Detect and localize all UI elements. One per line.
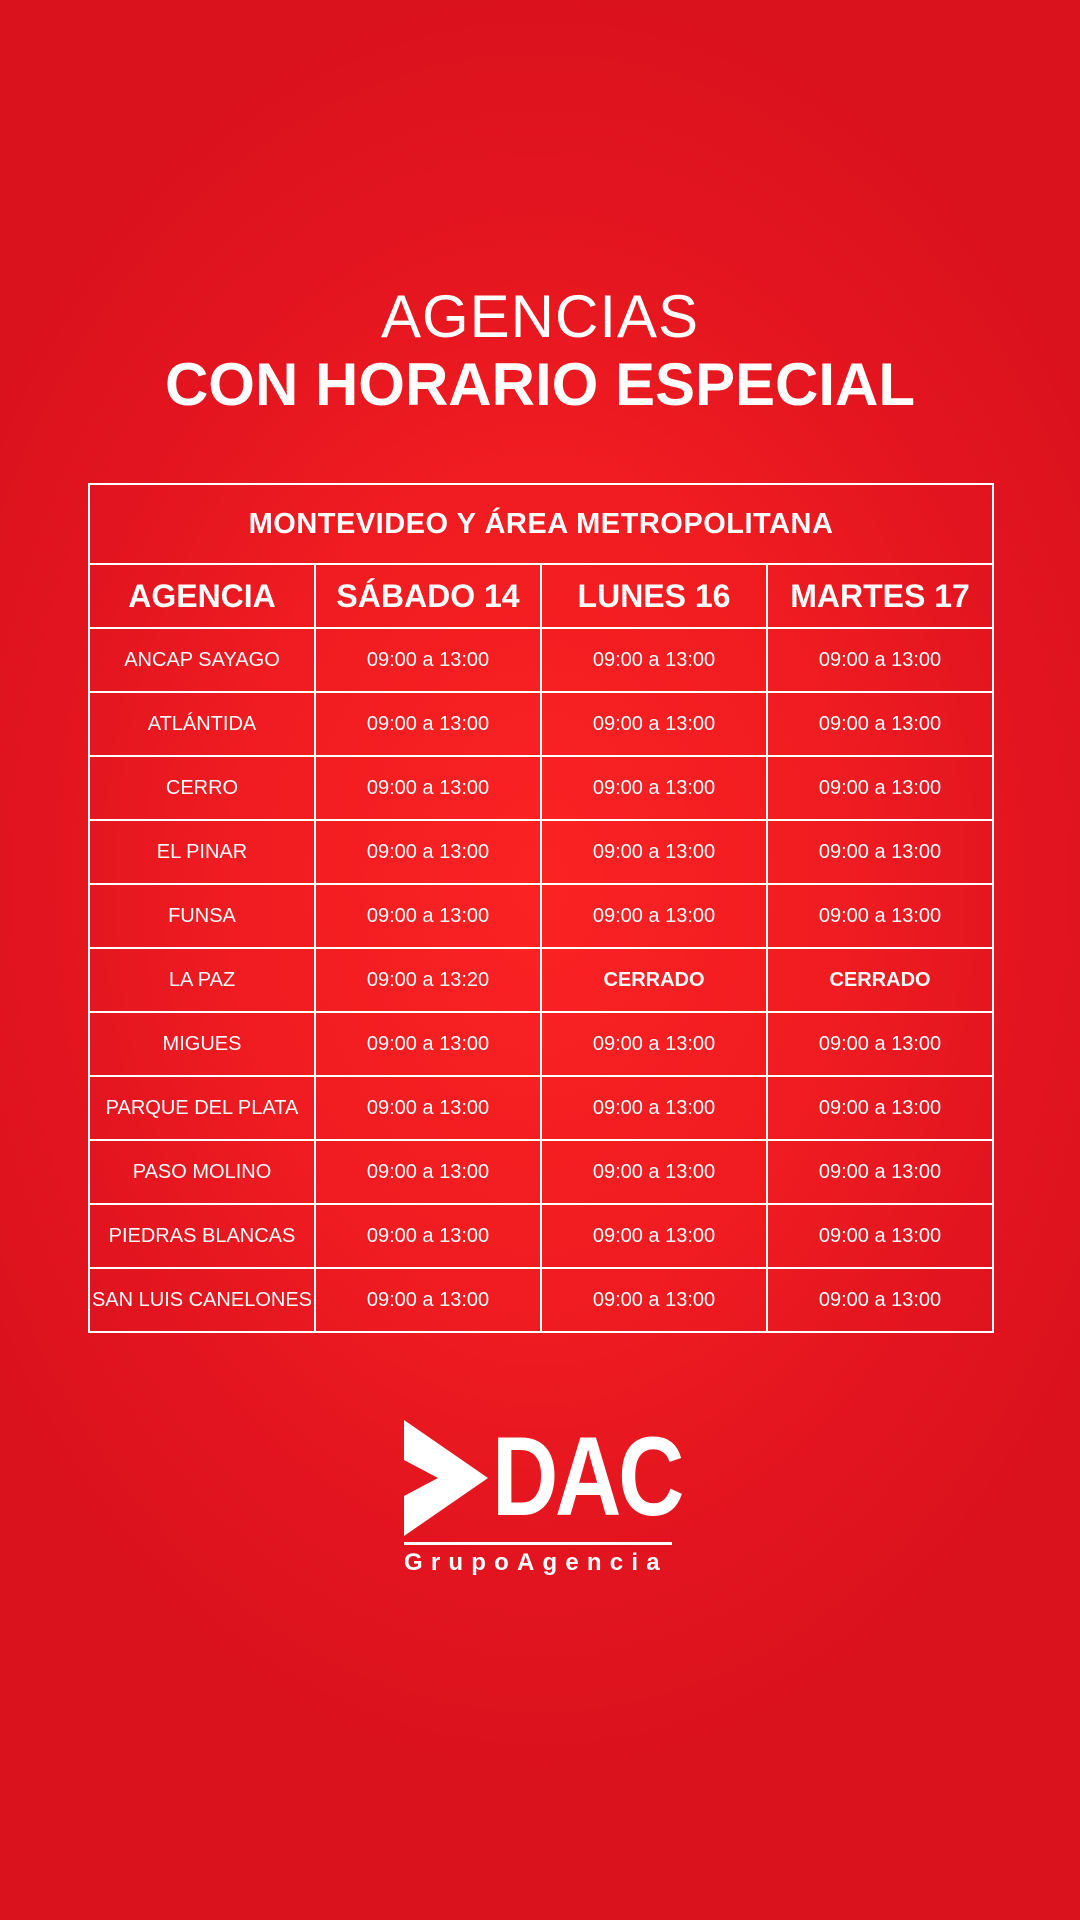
- agency-name: PARQUE DEL PLATA: [89, 1076, 315, 1140]
- agency-name: ATLÁNTIDA: [89, 692, 315, 756]
- hours-martes: 09:00 a 13:00: [767, 1204, 993, 1268]
- hours-sabado: 09:00 a 13:00: [315, 628, 541, 692]
- hours-martes: 09:00 a 13:00: [767, 628, 993, 692]
- title-line-horario-especial: CON HORARIO ESPECIAL: [164, 351, 916, 418]
- agency-name: PASO MOLINO: [89, 1140, 315, 1204]
- agency-name: MIGUES: [89, 1012, 315, 1076]
- hours-martes: 09:00 a 13:00: [767, 1140, 993, 1204]
- hours-lunes: 09:00 a 13:00: [541, 756, 767, 820]
- table-row: [89, 884, 993, 948]
- dac-logo: [404, 1414, 682, 1580]
- logo-wordmark: DAC: [492, 1414, 682, 1539]
- table-row: [89, 1012, 993, 1076]
- hours-lunes: 09:00 a 13:00: [541, 628, 767, 692]
- agency-name: LA PAZ: [89, 948, 315, 1012]
- hours-sabado: 09:00 a 13:20: [315, 948, 541, 1012]
- hours-lunes: 09:00 a 13:00: [541, 1268, 767, 1332]
- table-row: [89, 1140, 993, 1204]
- agency-name: ANCAP SAYAGO: [89, 628, 315, 692]
- hours-sabado: 09:00 a 13:00: [315, 884, 541, 948]
- logo-tagline: GrupoAgencia: [404, 1549, 668, 1576]
- hours-martes: 09:00 a 13:00: [767, 1076, 993, 1140]
- column-header-agencia: AGENCIA: [89, 564, 315, 628]
- hours-lunes: 09:00 a 13:00: [541, 1076, 767, 1140]
- table-row: [89, 1268, 993, 1332]
- agency-name: EL PINAR: [89, 820, 315, 884]
- schedule-table: [88, 483, 994, 1333]
- agency-name: CERRO: [89, 756, 315, 820]
- hours-lunes: 09:00 a 13:00: [541, 1140, 767, 1204]
- column-header-lunes: LUNES 16: [541, 564, 767, 628]
- table-row: [89, 1204, 993, 1268]
- table-row: [89, 692, 993, 756]
- hours-martes: 09:00 a 13:00: [767, 692, 993, 756]
- hours-lunes: 09:00 a 13:00: [541, 1204, 767, 1268]
- table-row: [89, 820, 993, 884]
- column-header-sabado: SÁBADO 14: [315, 564, 541, 628]
- agency-name: SAN LUIS CANELONES: [89, 1268, 315, 1332]
- hours-sabado: 09:00 a 13:00: [315, 756, 541, 820]
- hours-martes-closed: CERRADO: [767, 948, 993, 1012]
- hours-lunes: 09:00 a 13:00: [541, 884, 767, 948]
- hours-martes: 09:00 a 13:00: [767, 1268, 993, 1332]
- region-heading: MONTEVIDEO Y ÁREA METROPOLITANA: [89, 484, 993, 564]
- header-row: [89, 564, 993, 628]
- hours-sabado: 09:00 a 13:00: [315, 1012, 541, 1076]
- table-row: [89, 948, 993, 1012]
- column-header-martes: MARTES 17: [767, 564, 993, 628]
- title-line-agencias: AGENCIAS: [380, 283, 700, 350]
- hours-martes: 09:00 a 13:00: [767, 884, 993, 948]
- hours-sabado: 09:00 a 13:00: [315, 1204, 541, 1268]
- hours-sabado: 09:00 a 13:00: [315, 820, 541, 884]
- hours-sabado: 09:00 a 13:00: [315, 692, 541, 756]
- dac-arrow-logo-icon: [404, 1420, 488, 1536]
- agency-name: PIEDRAS BLANCAS: [89, 1204, 315, 1268]
- hours-lunes: 09:00 a 13:00: [541, 820, 767, 884]
- hours-martes: 09:00 a 13:00: [767, 756, 993, 820]
- page-title: [0, 282, 1080, 420]
- hours-lunes-closed: CERRADO: [541, 948, 767, 1012]
- table-row: [89, 1076, 993, 1140]
- agency-name: FUNSA: [89, 884, 315, 948]
- hours-sabado: 09:00 a 13:00: [315, 1076, 541, 1140]
- hours-sabado: 09:00 a 13:00: [315, 1140, 541, 1204]
- region-row: [89, 484, 993, 564]
- hours-lunes: 09:00 a 13:00: [541, 1012, 767, 1076]
- hours-sabado: 09:00 a 13:00: [315, 1268, 541, 1332]
- hours-martes: 09:00 a 13:00: [767, 1012, 993, 1076]
- logo-divider: [404, 1542, 672, 1545]
- table-row: [89, 756, 993, 820]
- hours-martes: 09:00 a 13:00: [767, 820, 993, 884]
- hours-lunes: 09:00 a 13:00: [541, 692, 767, 756]
- table-row: [89, 628, 993, 692]
